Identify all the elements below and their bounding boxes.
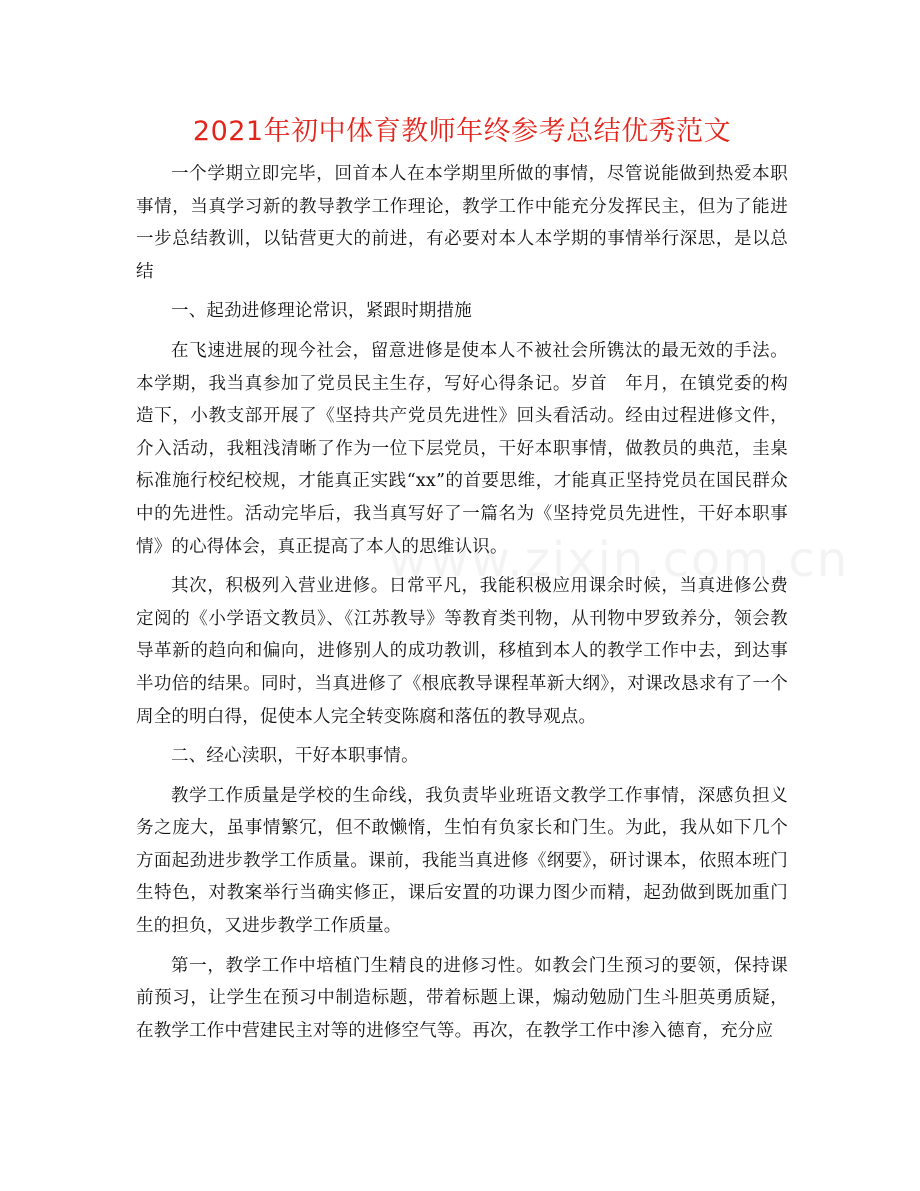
paragraph-business-study: 其次，积极列入营业进修。日常平凡，我能积极应用课余时候，当真进修公费定阅的《小学语文教员》、《江苏教导》等教育类刊物，从刊物中罗致养分，领会教导革新的趋向和偏向，进修别人的成功教训，移植到本人的教学工作中去，到达事半功倍的结果。同时，当真进修了《根底教导课程革新大纲》，对课改恳求有了一个周全的明白得，促使本人完全转变陈腐和落伍的教导观点。 [136, 576, 788, 727]
document-title: 2021年初中体育教师年终参考总结优秀范文 [192, 116, 732, 147]
paragraph-study: 在飞速进展的现今社会，留意进修是使本人不被社会所镌汰的最无效的手法。本学期，我当真参加了党员民主生存，写好心得条记。岁首 年月，在镇党委的构造下，小教支部开展了《坚持共产党员先进性》回头看活动。经由过程进修文件，介入活动，我粗浅清晰了作为一位下层党员，干好本职事情，做教员的典范，圭臬标准施行校纪校规，才能真正实践“xx”的首要思维，才能真正坚持党员在国民群众中的先进性。活动完毕后，我当真写好了一篇名为《坚持党员先进性，干好本职事情》的心得体会，真正提高了本人的思维认识。 [136, 340, 788, 557]
section-heading-2: 二、经心渎职，干好本职事情。 [171, 746, 419, 767]
section-heading-1: 一、起劲进修理论常识，紧跟时期措施 [171, 301, 472, 322]
paragraph-teaching-quality: 教学工作质量是学校的生命线，我负责毕业班语文教学工作事情，深感负担义务之庞大，虽事情繁冗，但不敢懒惰，生怕有负家长和门生。为此，我从如下几个方面起劲进步教学工作质量。课前，我能当真进修《纲要》，研讨课本，依照本班门生特色，对教案举行当确实修正，课后安置的功课力图少而精，起劲做到既加重门生的担负，又进步教学工作质量。 [136, 785, 788, 937]
paragraph-intro: 一个学期立即完毕，回首本人在本学期里所做的事情，尽管说能做到热爱本职事情，当真学习新的教导教学工作理论，教学工作中能充分发挥民主，但为了能进一步总结教训，以钻营更大的前进，有必要对本人本学期的事情举行深思，是以总结 [136, 164, 788, 282]
paragraph-study-habits: 第一，教学工作中培植门生精良的进修习性。如教会门生预习的要领，保持课前预习，让学生在预习中制造标题，带着标题上课，煽动勉励门生斗胆英勇质疑，在教学工作中营建民主对等的进修空气等。再次，在教学工作中渗入德育，充分应 [136, 955, 788, 1041]
